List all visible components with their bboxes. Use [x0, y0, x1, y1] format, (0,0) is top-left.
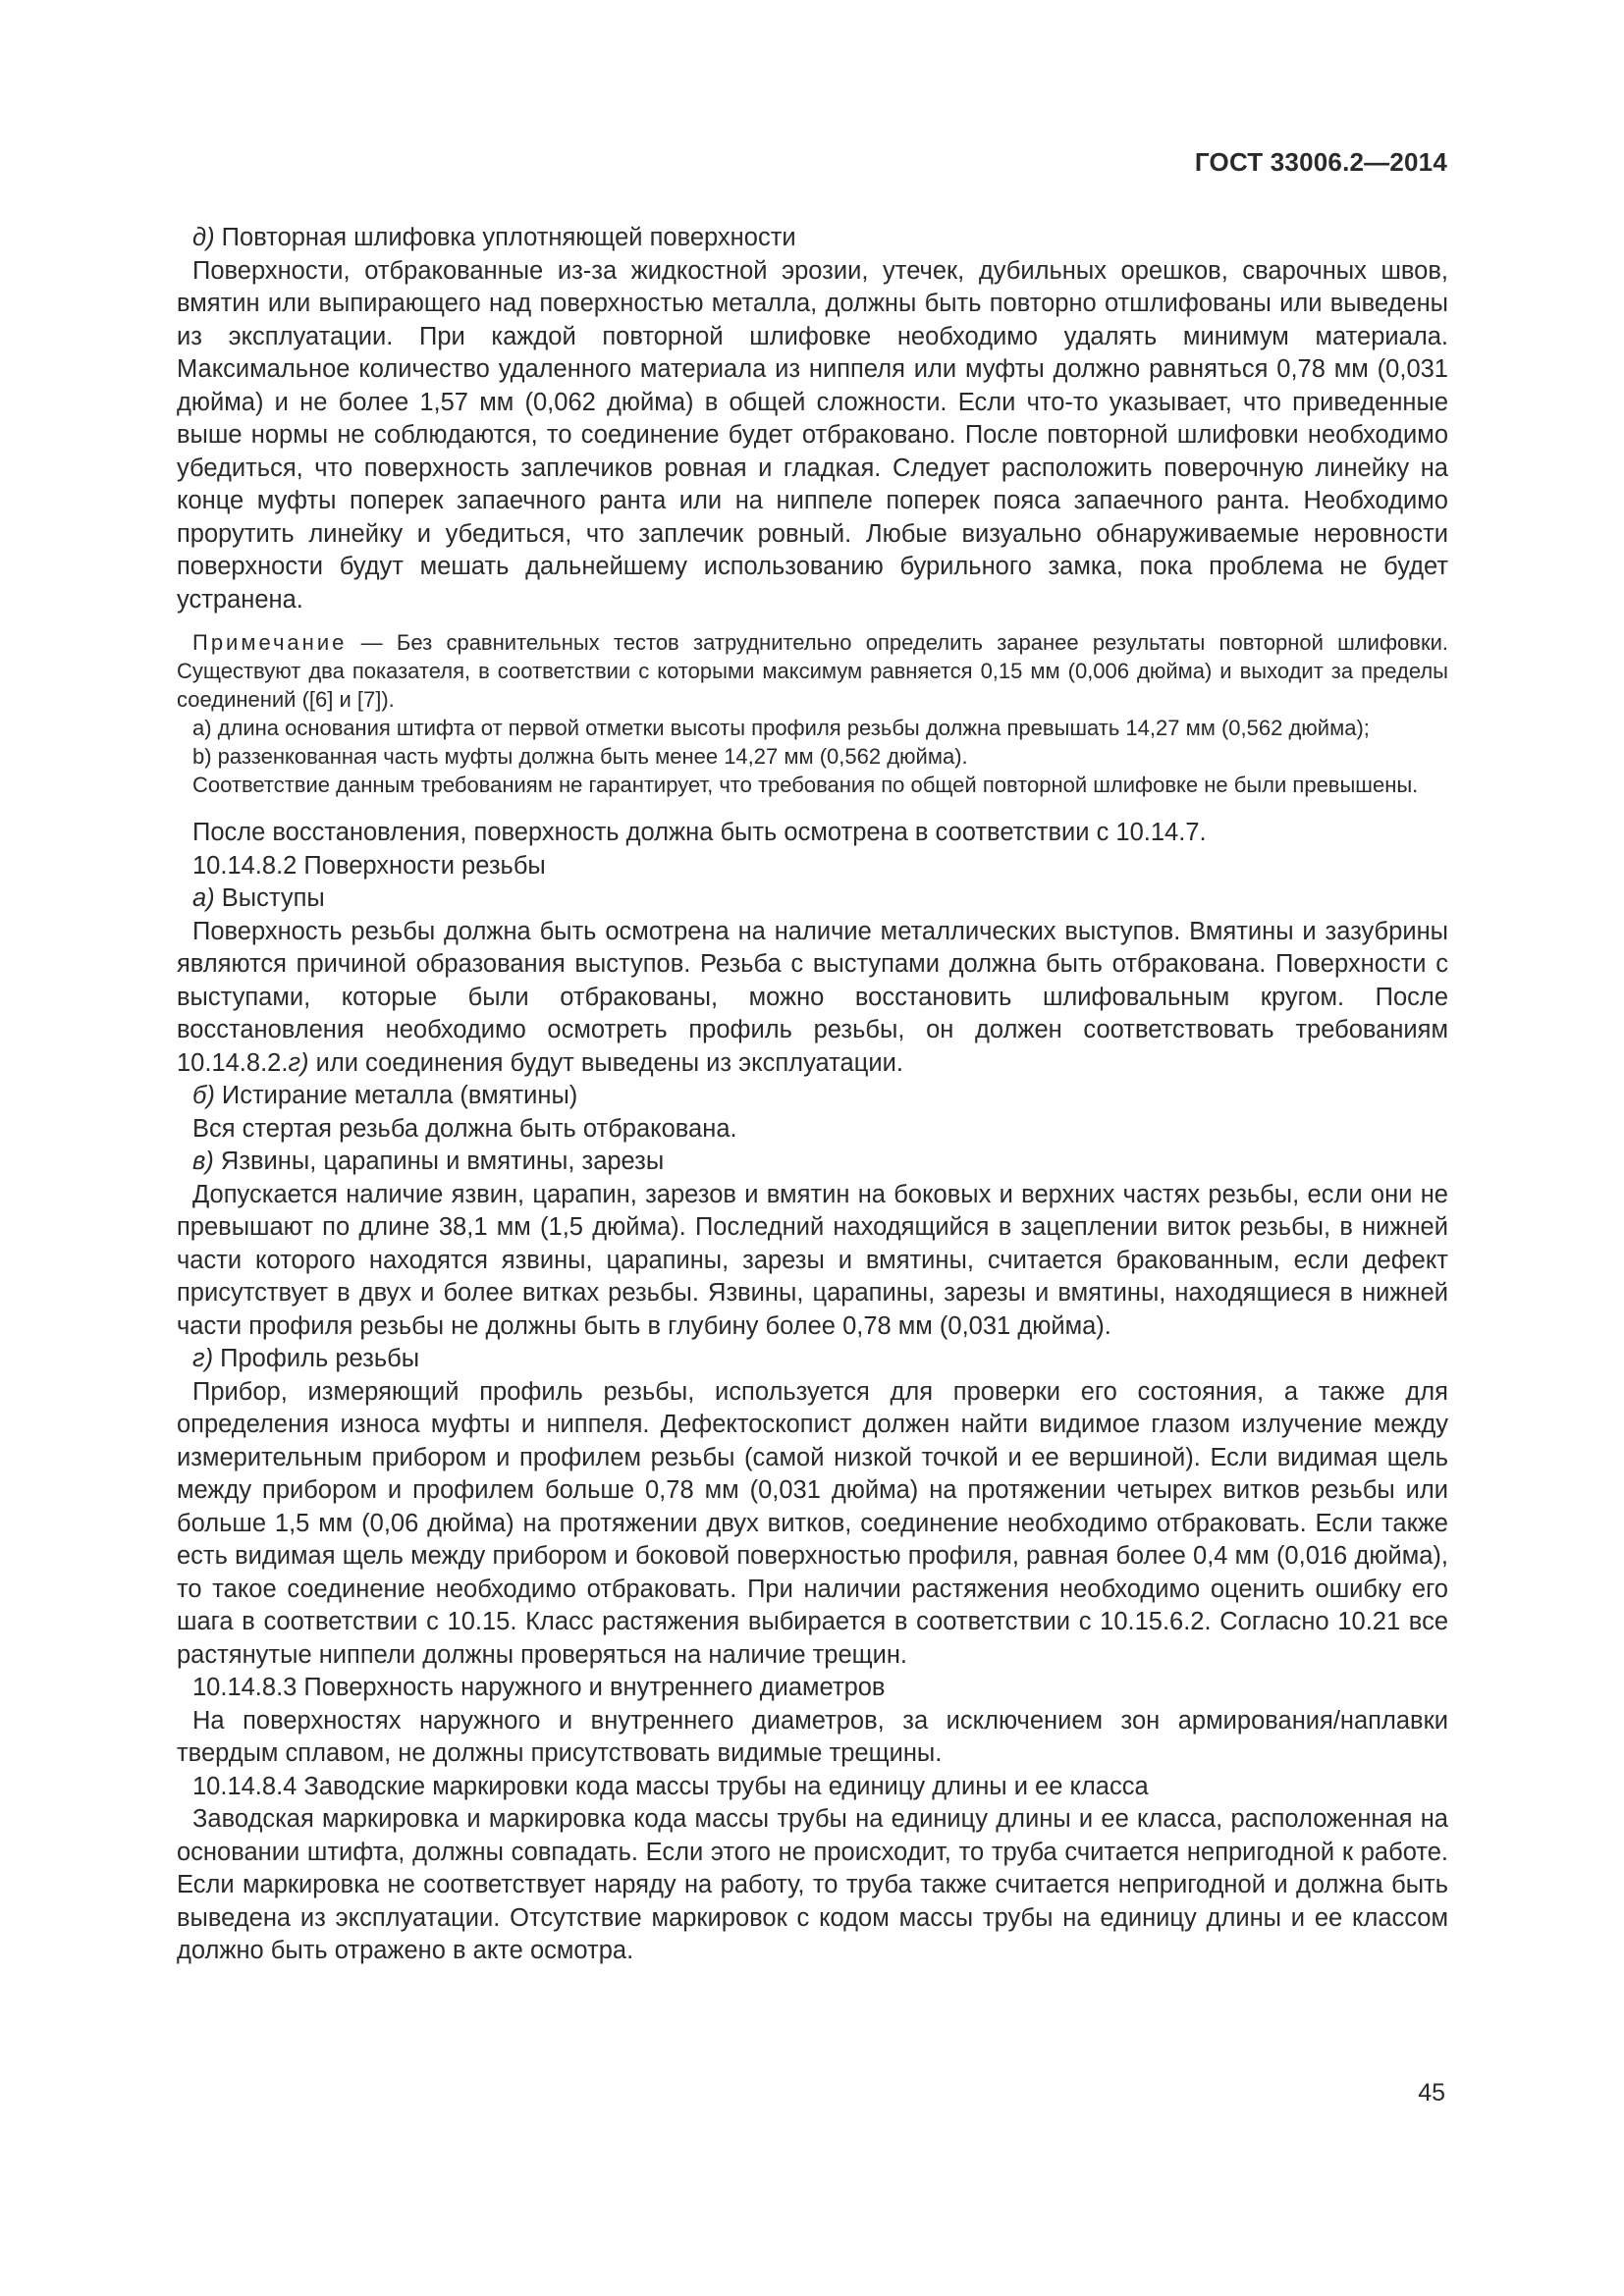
subsection-b-prefix: б) — [192, 1082, 215, 1109]
section-10-14-8-3-body: На поверхностях наружного и внутреннего диаметров, за исключением зон армирования/наплавки твердым сплавом, не должны присутствовать видимые трещины. — [177, 1706, 1448, 1767]
section-d-body: Поверхности, отбракованные из-за жидкостной эрозии, утечек, дубильных орешков, сварочных швов, вмятин или выпирающего над поверхностью металла, должны быть повторно отшлифованы или выведены из эксплуатации. При каждой повторной шлифовке необходимо удалять минимум материала. Максимальное количество удаленного материала из ниппеля или муфты должно равняться 0,78 мм (0,031 дюйма) и не более 1,57 мм (0,062 дюйма) в общей сложности. Если что-то указывает, что приведенные выше нормы не соблюдаются, то соединение будет отбраковано. После повторной шлифовки необходимо убедиться, что поверхность заплечиков ровная и гладкая. Следует расположить поверочную линейку на конце муфты поперек запаечного ранта или на ниппеле поперек пояса запаечного ранта. Необходимо прорутить линейку и убедиться, что заплечик ровный. Любые визуально обнаруживаемые неровности поверхности будут мешать дальнейшему использованию бурильного замка, пока проблема не будет устранена. — [177, 256, 1448, 614]
subsection-b-body: Вся стертая резьба должна быть отбракована. — [192, 1114, 737, 1143]
subsection-b-title: Истирание металла (вмятины) — [214, 1082, 578, 1109]
subsection-a-body-1: Поверхность резьбы должна быть осмотрена на наличие металлических выступов. Вмятины и зазубрины являются причиной образования выступов. Резьба с выступами должна быть отбракована. Поверхности с выступами, которые были отбракованы, можно восстановить шлифовальным кругом. После восстановления необходимо осмотреть профиль резьбы, он должен соответствовать требованиям 10.14.8.2. — [177, 917, 1448, 1077]
subsection-g-prefix: г) — [192, 1345, 214, 1372]
main-content — [177, 222, 1448, 1968]
note-text: Без сравнительных тестов затруднительно определить заранее результаты повторной шлифовки. Существуют два показателя, в соответствии с которыми максимум равняется 0,15 мм (0,006 дюйма) и выходит за пределы соединений ([6] и [7]). — [177, 630, 1448, 712]
subsection-a-body-2: или соединения будут выведены из эксплуатации. — [308, 1048, 903, 1077]
subsection-v-title: Язвины, царапины и вмятины, зарезы — [213, 1148, 665, 1175]
subsection-a-prefix: а) — [192, 884, 215, 912]
note-dash: — — [347, 630, 397, 655]
note-item-a: а) длина основания штифта от первой отметки высоты профиля резьбы должна превышать 14,27 мм (0,562 дюйма); — [192, 716, 1370, 740]
note-conclusion: Соответствие данным требованиям не гарантирует, что требования по общей повторной шлифовке не были превышены. — [192, 773, 1419, 797]
section-10-14-8-4-title: 10.14.8.4 Заводские маркировки кода массы трубы на единицу длины и ее класса — [192, 1772, 1149, 1800]
note-label: Примечание — [192, 630, 348, 655]
after-restore-text: После восстановления, поверхность должна быть осмотрена в соответствии с 10.14.7. — [192, 819, 1207, 846]
document-code-header: ГОСТ 33006.2—2014 — [1194, 147, 1447, 177]
subsection-v-body: Допускается наличие язвин, царапин, зарезов и вмятин на боковых и верхних частях резьбы, если они не превышают по длине 38,1 мм (1,5 дюйма). Последний находящийся в зацеплении виток резьбы, в нижней части которого находятся язвины, царапины, зарезы и вмятины, считается бракованным, если дефект присутствует в двух и более витках резьбы. Язвины, царапины, зарезы и вмятины, находящиеся в нижней части профиля резьбы не должны быть в глубину более 0,78 мм (0,031 дюйма). — [177, 1180, 1448, 1340]
subsection-v-heading — [177, 1146, 1448, 1179]
note-item-b: b) раззенкованная часть муфты должна быть менее 14,27 мм (0,562 дюйма). — [192, 744, 968, 769]
subsection-v-prefix: в) — [192, 1148, 214, 1175]
subsection-a-body — [177, 916, 1448, 1081]
page-number: 45 — [1418, 2079, 1445, 2107]
subsection-b-heading — [177, 1080, 1448, 1113]
subsection-a-title: Выступы — [214, 884, 325, 912]
subsection-a-heading — [177, 882, 1448, 916]
note-paragraph — [177, 628, 1448, 714]
section-10-14-8-3-title: 10.14.8.3 Поверхность наружного и внутреннего диаметров — [192, 1674, 886, 1701]
section-d-heading — [177, 222, 1448, 255]
subsection-g-heading — [177, 1343, 1448, 1376]
section-d-title: Повторная шлифовка уплотняющей поверхности — [214, 224, 796, 251]
section-d-prefix: д) — [192, 224, 215, 251]
section-10-14-8-2-title: 10.14.8.2 Поверхности резьбы — [192, 851, 546, 880]
section-10-14-8-4-body: Заводская маркировка и маркировка кода массы трубы на единицу длины и ее класса, расположенная на основании штифта, должны совпадать. Если этого не происходит, то труба считается непригодной к работе. Если маркировка не соответствует наряду на работу, то труба также считается непригодной и должна быть выведена из эксплуатации. Отсутствие маркировок с кодом массы трубы на единицу длины и ее классом должно быть отражено в акте осмотра. — [177, 1805, 1448, 1964]
subsection-a-body-ref: г) — [288, 1048, 309, 1077]
subsection-g-title: Профиль резьбы — [213, 1345, 420, 1372]
subsection-g-body: Прибор, измеряющий профиль резьбы, используется для проверки его состояния, а также для определения износа муфты и ниппеля. Дефектоскопист должен найти видимое глазом излучение между измерительным прибором и профилем резьбы (самой низкой точкой и ее вершиной). Если видимая щель между прибором и профилем больше 0,78 мм (0,031 дюйма) на протяжении четырех витков резьбы или больше 1,5 мм (0,06 дюйма) на протяжении двух витков, соединение необходимо отбраковать. Если также есть видимая щель между прибором и боковой поверхностью профиля, равная более 0,4 мм (0,016 дюйма), то такое соединение необходимо отбраковать. При наличии растяжения необходимо оценить ошибку его шага в соответствии с 10.15. Класс растяжения выбирается в соответствии с 10.15.6.2. Согласно 10.21 все растянутые ниппели должны проверяться на наличие трещин. — [177, 1377, 1448, 1669]
